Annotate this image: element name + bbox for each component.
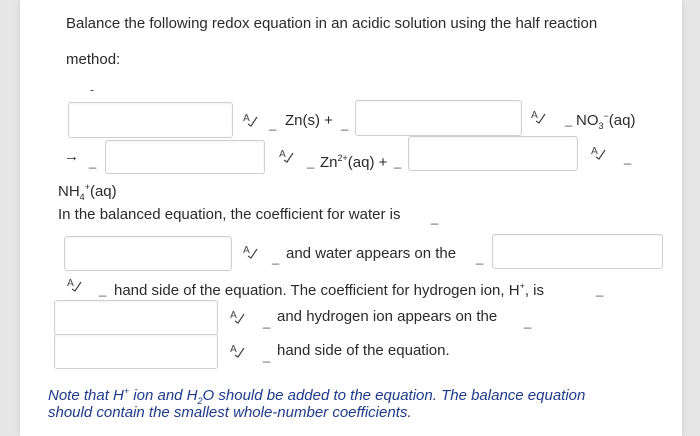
svg-text:A: A xyxy=(230,344,237,355)
product-zn2: $Zn^{2+}(aq)$ + xyxy=(320,153,388,171)
blank-mark: _ xyxy=(263,348,271,363)
spellcheck-icon[interactable] xyxy=(530,108,546,124)
blank-mark: _ xyxy=(596,282,604,297)
blank-mark: _ xyxy=(99,282,107,297)
coef-zn2-input[interactable] xyxy=(105,140,265,174)
svg-text:A: A xyxy=(591,146,598,157)
coef-no3-input[interactable] xyxy=(355,100,522,136)
question-intro-line2: method: xyxy=(66,51,121,68)
spellcheck-icon[interactable] xyxy=(229,308,245,324)
reactant-no3: $NO_3^-(aq)$ xyxy=(576,111,636,131)
hydrogen-coefficient-label: hand side of the equation. The coefficient for hydrogen ion, H+, is xyxy=(114,281,544,299)
question-intro-line1: Balance the following redox equation in an acidic solution using the half reaction xyxy=(66,15,598,32)
reaction-arrow: → xyxy=(64,148,79,165)
blank-mark: _ xyxy=(341,116,349,131)
coef-zn-input[interactable] xyxy=(68,102,233,138)
water-side-label: and water appears on the xyxy=(286,245,457,262)
blank-mark: _ xyxy=(307,154,315,169)
svg-text:A: A xyxy=(243,113,250,124)
product-nh4: $NH_4^+(aq)$ xyxy=(58,182,117,202)
blank-mark: _ xyxy=(272,250,280,265)
spellcheck-icon[interactable] xyxy=(229,342,245,358)
blank-mark: _ xyxy=(263,314,271,329)
svg-text:A: A xyxy=(243,245,250,256)
blank-mark: _ xyxy=(269,116,277,131)
blank-mark: _ xyxy=(476,250,484,265)
blank-mark: _ xyxy=(565,112,573,127)
question-card xyxy=(20,0,682,436)
blank-mark: _ xyxy=(524,314,532,329)
svg-text:A: A xyxy=(279,149,286,160)
water-coefficient-label: In the balanced equation, the coefficient for water is xyxy=(58,206,401,223)
blank-mark: _ xyxy=(624,150,632,165)
spellcheck-icon[interactable] xyxy=(242,243,258,259)
spellcheck-icon[interactable] xyxy=(590,144,606,160)
hydrogen-side-input[interactable] xyxy=(54,334,218,369)
svg-text:A: A xyxy=(531,110,538,121)
svg-text:A: A xyxy=(230,310,237,321)
svg-text:A: A xyxy=(67,278,74,289)
blank-mark: _ xyxy=(89,154,97,169)
blank-mark: _ xyxy=(431,210,439,225)
spellcheck-icon[interactable] xyxy=(278,147,294,163)
hydrogen-side-label: and hydrogen ion appears on the xyxy=(277,308,498,325)
coef-nh4-input[interactable] xyxy=(408,136,578,171)
spellcheck-icon[interactable] xyxy=(242,111,258,127)
note-line1: Note that H+ ion and $H_2O$ should be added to the equation. The balance equation xyxy=(48,386,586,406)
hand-side-label: hand side of the equation. xyxy=(277,342,450,359)
reactant-zn: Zn(s) + xyxy=(285,112,333,129)
stray-dash: - xyxy=(90,82,95,97)
water-coefficient-input[interactable] xyxy=(64,236,232,271)
blank-mark: _ xyxy=(394,154,402,169)
note-line2: should contain the smallest whole-number coefficients. xyxy=(48,404,412,421)
spellcheck-icon[interactable] xyxy=(66,276,82,292)
water-side-input[interactable] xyxy=(492,234,663,269)
hydrogen-coefficient-input[interactable] xyxy=(54,300,218,335)
